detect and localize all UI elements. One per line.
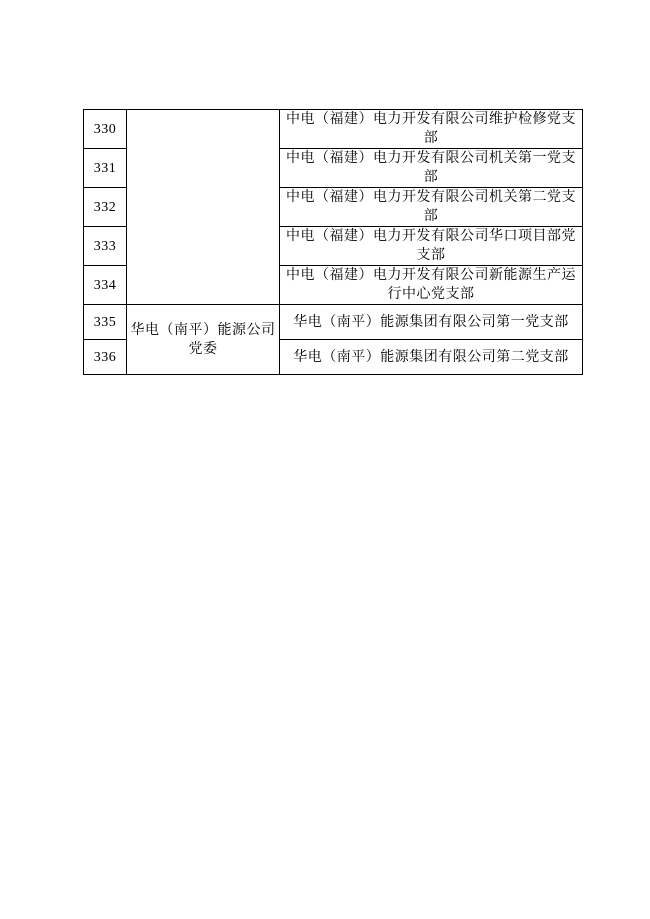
branch-name: 华电（南平）能源集团有限公司第一党支部 [280,305,583,340]
row-number: 336 [84,340,127,375]
branch-name: 中电（福建）电力开发有限公司机关第二党支部 [280,188,583,227]
party-branch-table [83,109,583,375]
row-number: 335 [84,305,127,340]
table-row [84,110,583,149]
row-number: 331 [84,149,127,188]
branch-name: 中电（福建）电力开发有限公司机关第一党支部 [280,149,583,188]
row-number: 333 [84,227,127,266]
branch-name: 华电（南平）能源集团有限公司第二党支部 [280,340,583,375]
row-number: 332 [84,188,127,227]
row-number: 334 [84,266,127,305]
branch-name: 中电（福建）电力开发有限公司新能源生产运行中心党支部 [280,266,583,305]
row-number: 330 [84,110,127,149]
parent-org-cell [127,110,280,305]
parent-org-cell: 华电（南平）能源公司党委 [127,305,280,375]
branch-name: 中电（福建）电力开发有限公司维护检修党支部 [280,110,583,149]
branch-name: 中电（福建）电力开发有限公司华口项目部党支部 [280,227,583,266]
table-row [84,305,583,340]
